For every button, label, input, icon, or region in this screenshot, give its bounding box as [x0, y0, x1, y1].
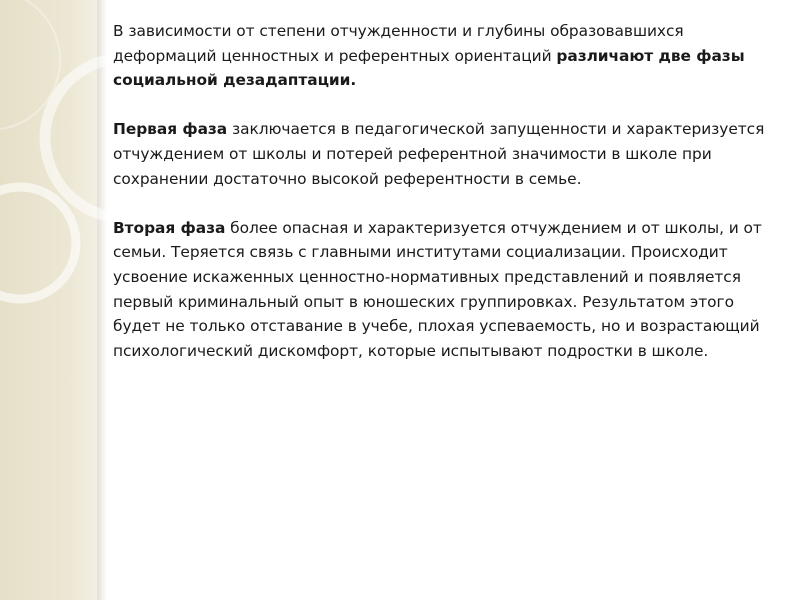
slide-text	[113, 19, 785, 388]
phase2-title: Вторая фаза	[113, 218, 226, 237]
phase2-text: более опасная и характеризуется отчуждением и от школы, и от семьи. Теряется связь с главными институтами социализации. Происходит усвоение искаженных ценностно-нормативных представлений и появляется первый криминальный опыт в юношеских группировках. Результатом этого будет не только отставание в учебе, плохая успеваемость, но и возрастающий психологический дискомфорт, которые испытывают подростки в школе.	[113, 218, 762, 360]
phase1-paragraph	[113, 117, 785, 191]
phase1-text: заключается в педагогической запущенности и характеризуется отчуждением от школы и потерей референтной значимости в школе при сохранении достаточно высокой референтности в семье.	[113, 120, 765, 188]
intro-text: В зависимости от степени отчужденности и глубины образовавшихся деформаций ценностных и референтных ориентаций	[113, 22, 684, 65]
intro-paragraph	[113, 19, 785, 93]
intro-bold: различают две фазы социальной дезадаптации.	[113, 46, 745, 90]
phase2-paragraph	[113, 216, 785, 364]
small-ring	[0, 187, 76, 299]
phase1-title: Первая фаза	[113, 120, 228, 139]
